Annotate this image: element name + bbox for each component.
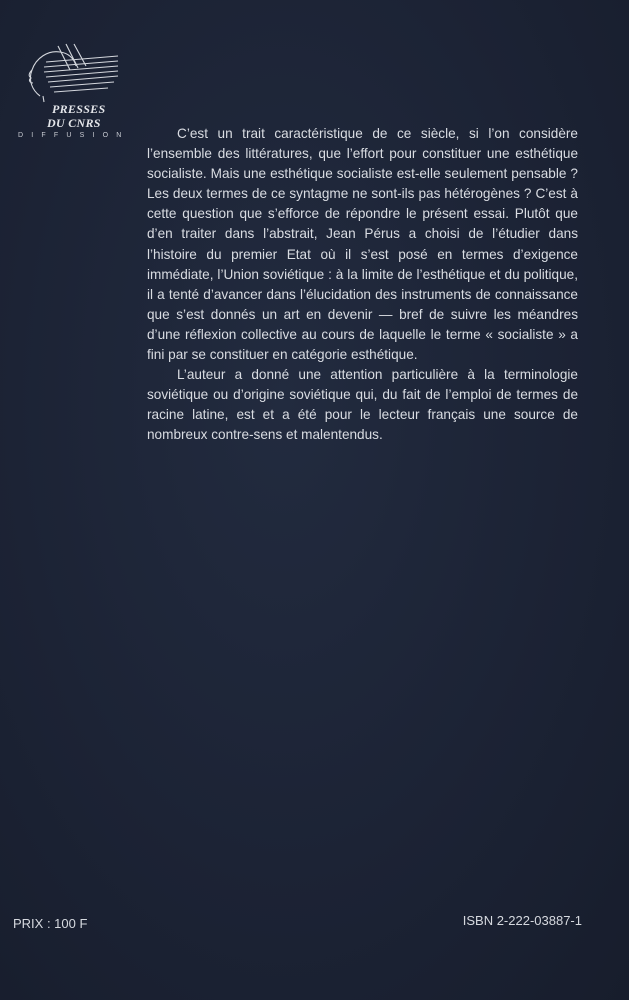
logo-line-diffusion: DIFFUSION: [18, 132, 130, 139]
profile-head-logo-icon: [10, 40, 122, 110]
logo-line-cnrs: DU CNRS: [47, 116, 101, 130]
blurb-text: [147, 124, 578, 446]
price-label: PRIX : 100 F: [13, 916, 88, 931]
blurb-paragraph-2: L’auteur a donné une attention particulière à la terminologie soviétique ou d’origine soviétique qui, du fait de l’emploi de termes de racine latine, est et a été pour le lecteur français une source de nombreux contre-sens et malentendus.: [147, 367, 578, 443]
isbn-label: ISBN 2-222-03887-1: [462, 913, 582, 928]
blurb-paragraph-1: C’est un trait caractéristique de ce siècle, si l’on considère l’ensemble des littératures, que l’effort pour constituer une esthétique socialiste. Mais une esthétique socialiste est-elle seulement pensable ? Les deux termes de ce syntagme ne sont-ils pas hétérogènes ? C’est à cette question que s’efforce de répondre le présent essai. Plutôt que d’en traiter dans l’abstrait, Jean Pérus a choisi de l’étudier dans l’histoire du premier Etat où il s’est posé en termes d’exigence immédiate, l’Union soviétique : à la limite de l’esthétique et du politique, il a tenté d’avancer dans l’élucidation des instruments de connaissance que s’est donnés un art en devenir — bref de suivre les méandres d’une réflexion collective au cours de laquelle le terme « socialiste » a fini par se constituer en catégorie esthétique.: [147, 126, 578, 363]
publisher-logo: [10, 40, 130, 148]
logo-line-presses: PRESSES: [52, 102, 106, 116]
